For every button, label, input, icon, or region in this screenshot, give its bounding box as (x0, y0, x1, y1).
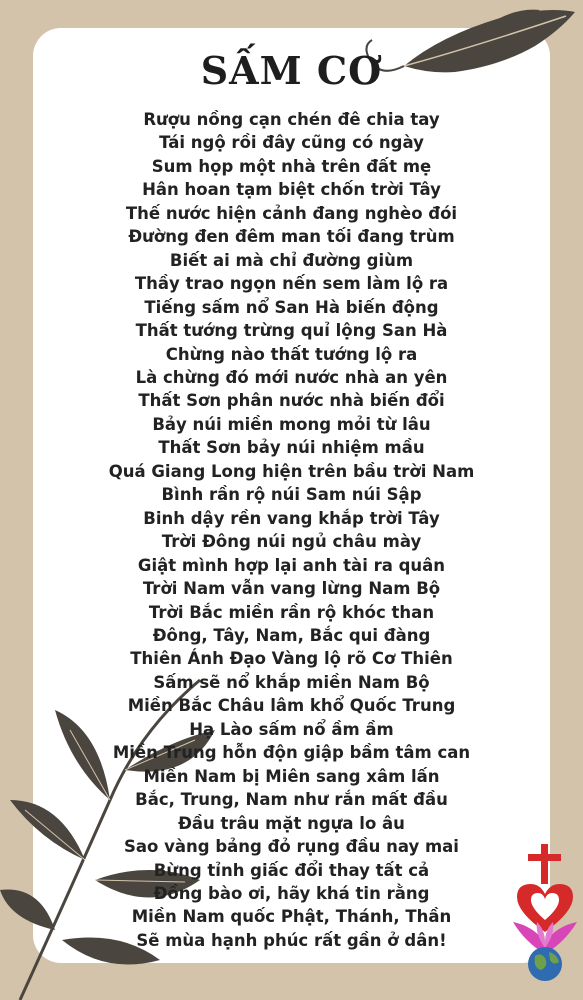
poem-line: Quá Giang Long hiện trên bầu trời Nam (108, 461, 475, 481)
poem-line: Đồng bào ơi, hãy khá tin rằng (153, 883, 430, 903)
poem-line: Đầu trâu mặt ngựa lo âu (178, 813, 405, 833)
poem-line: Biết ai mà chỉ đường giùm (169, 250, 414, 270)
poem-line: Thất tướng trừng quỉ lộng San Hà (135, 321, 448, 341)
poem-line: Sum họp một nhà trên đất mẹ (151, 156, 432, 176)
poem-line: Tái ngộ rồi đây cũng có ngày (159, 133, 424, 153)
poem-line: Hân hoan tạm biệt chốn trời Tây (142, 180, 441, 200)
poem-title: SẤM CƠ (200, 48, 383, 93)
poem-line: Bảy núi miền mong mỏi từ lâu (152, 414, 431, 434)
poem-line: Sấm sẽ nổ khắp miền Nam Bộ (153, 672, 430, 692)
poem-line: Sao vàng bảng đỏ rụng đầu nay mai (124, 837, 459, 857)
poem-line: Thiên Ánh Đạo Vàng lộ rõ Cơ Thiên (130, 649, 453, 669)
poem-line: Thế nước hiện cảnh đang nghèo đói (125, 203, 458, 223)
poem-line: Thất Sơn phân nước nhà biến đổi (138, 391, 445, 411)
poem-line: Miền Bắc Châu lâm khổ Quốc Trung (127, 696, 456, 716)
poem-line: Bắc, Trung, Nam như rắn mất đầu (135, 790, 448, 810)
poem-line: Miền Nam quốc Phật, Thánh, Thần (131, 907, 452, 927)
poem-line: Hạ Lào sấm nổ ầm ầm (189, 719, 394, 739)
poem-line: Miền Trung hỗn độn giập bầm tâm can (112, 743, 471, 763)
poem-line: Miền Nam bị Miên sang xâm lấn (143, 766, 440, 786)
poem-line: Binh dậy rền vang khắp trời Tây (143, 508, 440, 528)
poem-line: Trời Nam vẫn vang lừng Nam Bộ (142, 579, 441, 599)
poem-lines (0, 108, 583, 952)
poem-line: Trời Đông núi ngủ châu mày (161, 532, 422, 552)
poem-line: Đường đen đêm man tối đang trùm (128, 227, 455, 247)
poem-line: Đông, Tây, Nam, Bắc qui đàng (152, 625, 431, 645)
poem-line: Trời Bắc miền rần rộ khóc than (148, 602, 435, 622)
poem-line: Rượu nồng cạn chén đê chia tay (143, 110, 440, 129)
poem-line: Là chừng đó mới nước nhà an yên (135, 367, 448, 387)
poem-line: Giật mình hợp lại anh tài ra quân (137, 555, 446, 575)
poem-line: Chừng nào thất tướng lộ ra (165, 344, 418, 364)
poem-line: Bình rần rộ núi Sam núi Sập (161, 485, 422, 505)
poem-line: Bừng tỉnh giấc đổi thay tất cả (153, 860, 430, 880)
poem-line: Thầy trao ngọn nến sem làm lộ ra (134, 274, 449, 294)
poem-line: Thất Sơn bảy núi nhiệm mầu (158, 438, 425, 458)
poem-line: Tiếng sấm nổ San Hà biến động (144, 297, 439, 317)
poem-line: Sẽ mùa hạnh phúc rất gần ở dân! (136, 930, 447, 950)
